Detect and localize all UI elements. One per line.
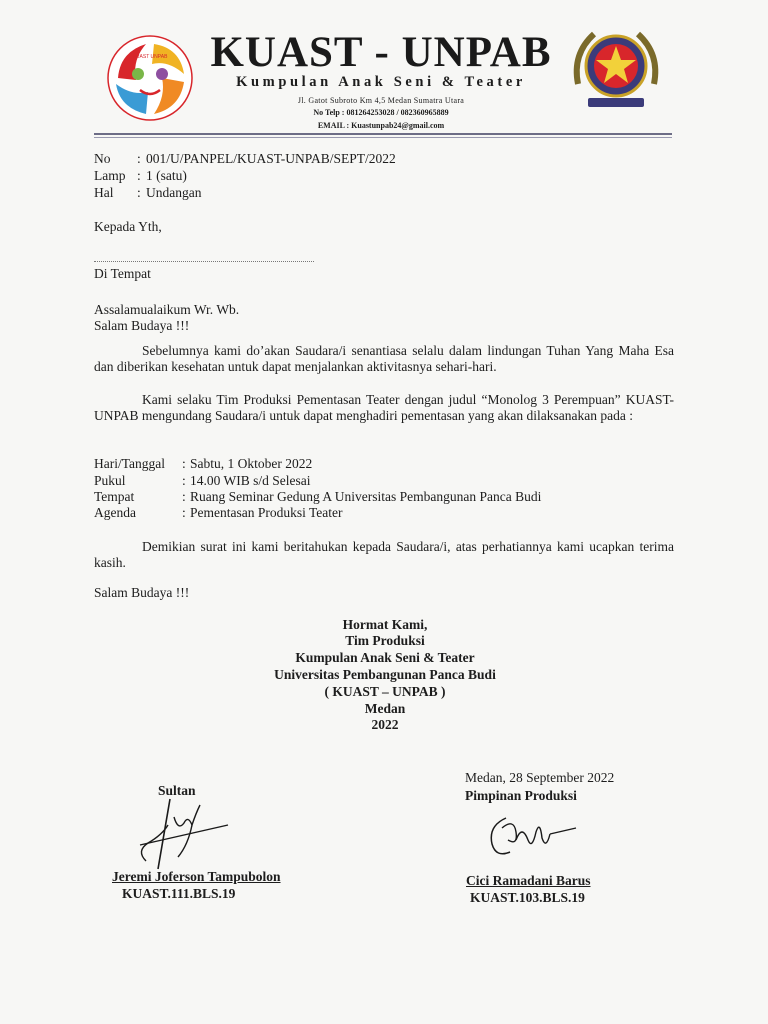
sign-block-line-5: ( KUAST – UNPAB ): [324, 684, 446, 699]
meta-label-hal: Hal: [94, 185, 114, 200]
recipient-place: Di Tempat: [94, 266, 151, 281]
detail-value-time: 14.00 WIB s/d Selesai: [190, 473, 311, 488]
detail-value-agenda: Pementasan Produksi Teater: [190, 505, 343, 520]
greeting-line-1: Assalamualaikum Wr. Wb.: [94, 302, 240, 317]
signatory-left-name: Jeremi Joferson Tampubolon: [112, 869, 281, 884]
signatory-right-date: Medan, 28 September 2022: [465, 770, 615, 785]
closing-salutation: Salam Budaya !!!: [94, 585, 190, 600]
meta-value-no: 001/U/PANPEL/KUAST-UNPAB/SEPT/2022: [146, 151, 396, 166]
detail-label-agenda: Agenda: [94, 505, 136, 520]
sign-block-line-4: Universitas Pembangunan Panca Budi: [274, 667, 496, 682]
paragraph-opening: Sebelumnya kami do’akan Saudara/i senantiasa selalu dalam lindungan Tuhan Yang Maha Esa dan diberikan kesehatan untuk dapat menjalankan aktivitasnya sehari-hari.: [94, 343, 674, 374]
signatory-right-role: Pimpinan Produksi: [465, 788, 577, 803]
svg-text:KUAST UNPAB: KUAST UNPAB: [132, 54, 168, 60]
signature-left: [118, 795, 230, 875]
org-name: KUAST - UNPAB: [210, 29, 552, 76]
meta-separator: :: [137, 151, 141, 166]
sign-block-line-2: Tim Produksi: [345, 633, 425, 648]
kuast-logo: [106, 34, 194, 122]
meta-value-hal: Undangan: [146, 185, 202, 200]
detail-label-place: Tempat: [94, 489, 135, 504]
meta-separator: :: [137, 168, 141, 183]
signatory-right-code: KUAST.103.BLS.19: [470, 890, 585, 905]
detail-separator: :: [182, 456, 186, 471]
detail-value-date: Sabtu, 1 Oktober 2022: [190, 456, 313, 471]
detail-separator: :: [182, 473, 186, 488]
sign-block-line-6: Medan: [364, 701, 406, 716]
signature-right: [484, 810, 580, 866]
org-phone: No Telp : 081264253028 / 082360965889: [313, 108, 449, 117]
paragraph-invitation: Kami selaku Tim Produksi Pementasan Teater dengan judul “Monolog 3 Perempuan” KUAST-UNPAB mengundang Saudara/i untuk dapat menghadiri pementasan yang akan dilaksanakan pada :: [94, 392, 674, 423]
meta-label-no: No: [94, 151, 111, 166]
detail-label-date: Hari/Tanggal: [94, 456, 166, 471]
paragraph-closing: Demikian surat ini kami beritahukan kepada Saudara/i, atas perhatiannya kami ucapkan terima kasih.: [94, 539, 674, 570]
meta-label-lamp: Lamp: [94, 168, 126, 183]
detail-label-time: Pukul: [94, 473, 126, 488]
university-emblem: [568, 24, 664, 114]
signatory-left-code: KUAST.111.BLS.19: [122, 886, 236, 901]
org-subtitle: Kumpulan Anak Seni & Teater: [236, 74, 526, 90]
recipient-to: Kepada Yth,: [94, 219, 162, 234]
meta-separator: :: [137, 185, 141, 200]
greeting-line-2: Salam Budaya !!!: [94, 318, 190, 333]
sign-block-line-3: Kumpulan Anak Seni & Teater: [295, 650, 475, 665]
header-rule: [94, 133, 672, 135]
meta-value-lamp: 1 (satu): [146, 168, 187, 183]
recipient-blank-line: [94, 261, 314, 262]
sign-block-line-7: 2022: [371, 717, 399, 732]
signatory-right-name: Cici Ramadani Barus: [466, 873, 591, 888]
org-email: EMAIL : Kuastunpab24@gmail.com: [317, 121, 445, 130]
detail-value-place: Ruang Seminar Gedung A Universitas Pembangunan Panca Budi: [190, 489, 542, 504]
detail-separator: :: [182, 489, 186, 504]
header-rule-thin: [94, 137, 672, 138]
detail-separator: :: [182, 505, 186, 520]
org-address: Jl. Gatot Subroto Km 4,5 Medan Sumatra Utara: [297, 96, 465, 105]
signatory-left-role: Sultan: [158, 783, 196, 798]
sign-block-line-1: Hormat Kami,: [342, 617, 428, 632]
